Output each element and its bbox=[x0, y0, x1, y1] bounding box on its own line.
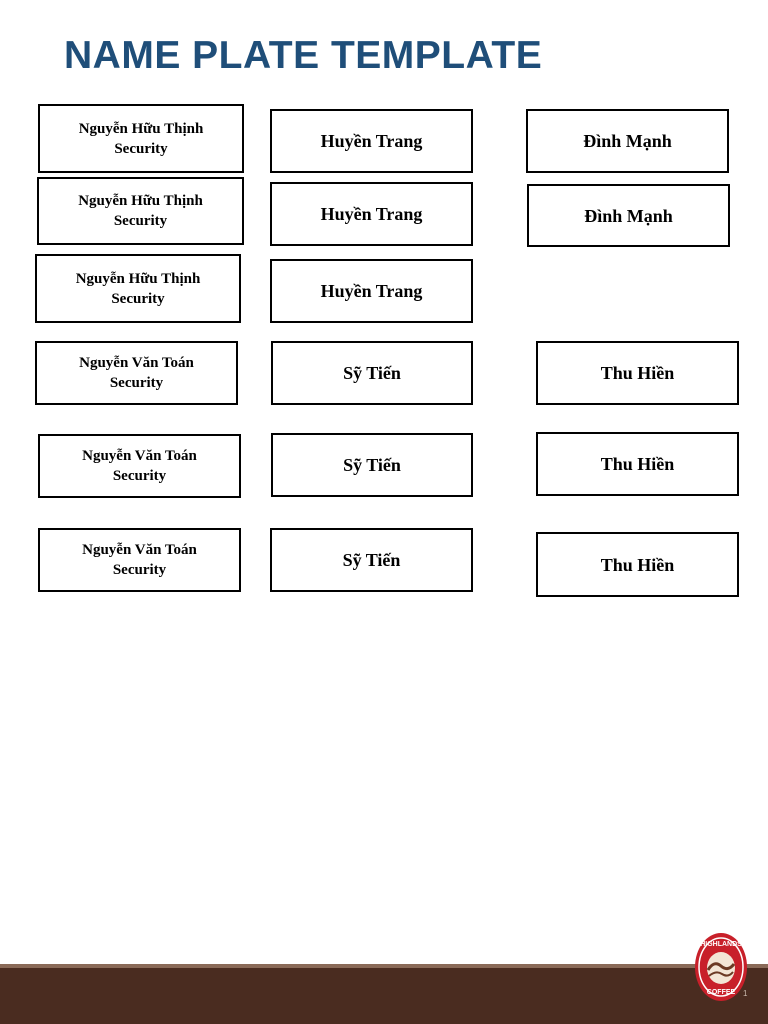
name-plate bbox=[536, 532, 739, 597]
name-plate bbox=[270, 528, 473, 592]
plate-name: Nguyễn Văn Toán bbox=[79, 355, 194, 371]
plate-name: Huyền Trang bbox=[320, 204, 423, 224]
plate-name: Nguyễn Văn Toán bbox=[82, 542, 197, 558]
plate-name: Đình Mạnh bbox=[584, 205, 673, 226]
plate-name: Đình Mạnh bbox=[583, 131, 672, 151]
name-plate bbox=[536, 432, 739, 496]
name-plate bbox=[38, 528, 241, 592]
plate-name: Thu Hiền bbox=[600, 554, 675, 575]
name-plate bbox=[527, 184, 730, 247]
plate-name: Nguyễn Hữu Thịnh bbox=[78, 193, 203, 209]
logo-text-bottom: COFFEE bbox=[706, 989, 736, 996]
name-plate bbox=[35, 254, 241, 323]
plate-role: Security bbox=[113, 213, 168, 229]
page-title: NAME PLATE TEMPLATE bbox=[64, 34, 543, 77]
name-plate bbox=[270, 259, 473, 323]
plate-name: Huyền Trang bbox=[320, 281, 423, 301]
plate-name: Sỹ Tiến bbox=[343, 455, 401, 475]
name-plate bbox=[536, 341, 739, 405]
plate-role: Security bbox=[114, 140, 168, 157]
plate-name: Nguyễn Hữu Thịnh bbox=[78, 120, 204, 137]
plate-name: Thu Hiền bbox=[600, 363, 675, 383]
name-plate bbox=[271, 341, 473, 405]
name-plate bbox=[271, 433, 473, 497]
name-plate bbox=[270, 109, 473, 173]
highlands-coffee-logo bbox=[694, 932, 748, 1002]
plate-role: Security bbox=[112, 562, 167, 578]
plate-name: Sỹ Tiến bbox=[342, 550, 401, 570]
plate-name: Huyền Trang bbox=[320, 131, 423, 151]
plate-name: Nguyễn Hữu Thịnh bbox=[75, 270, 201, 287]
plate-name: Sỹ Tiến bbox=[343, 363, 401, 383]
plate-name: Nguyễn Văn Toán bbox=[82, 448, 197, 464]
name-plate bbox=[526, 109, 729, 173]
plate-role: Security bbox=[112, 468, 167, 484]
footer-bar bbox=[0, 968, 768, 1024]
name-plate bbox=[270, 182, 473, 246]
name-plate bbox=[38, 434, 241, 498]
name-plate bbox=[35, 341, 238, 405]
logo-text-top: HIGHLANDS bbox=[700, 941, 742, 948]
plate-role: Security bbox=[109, 375, 164, 391]
plate-name: Thu Hiền bbox=[600, 454, 675, 474]
name-plate bbox=[37, 177, 244, 245]
page-number: 1 bbox=[743, 989, 748, 998]
plate-role: Security bbox=[111, 290, 165, 307]
name-plate bbox=[38, 104, 244, 173]
